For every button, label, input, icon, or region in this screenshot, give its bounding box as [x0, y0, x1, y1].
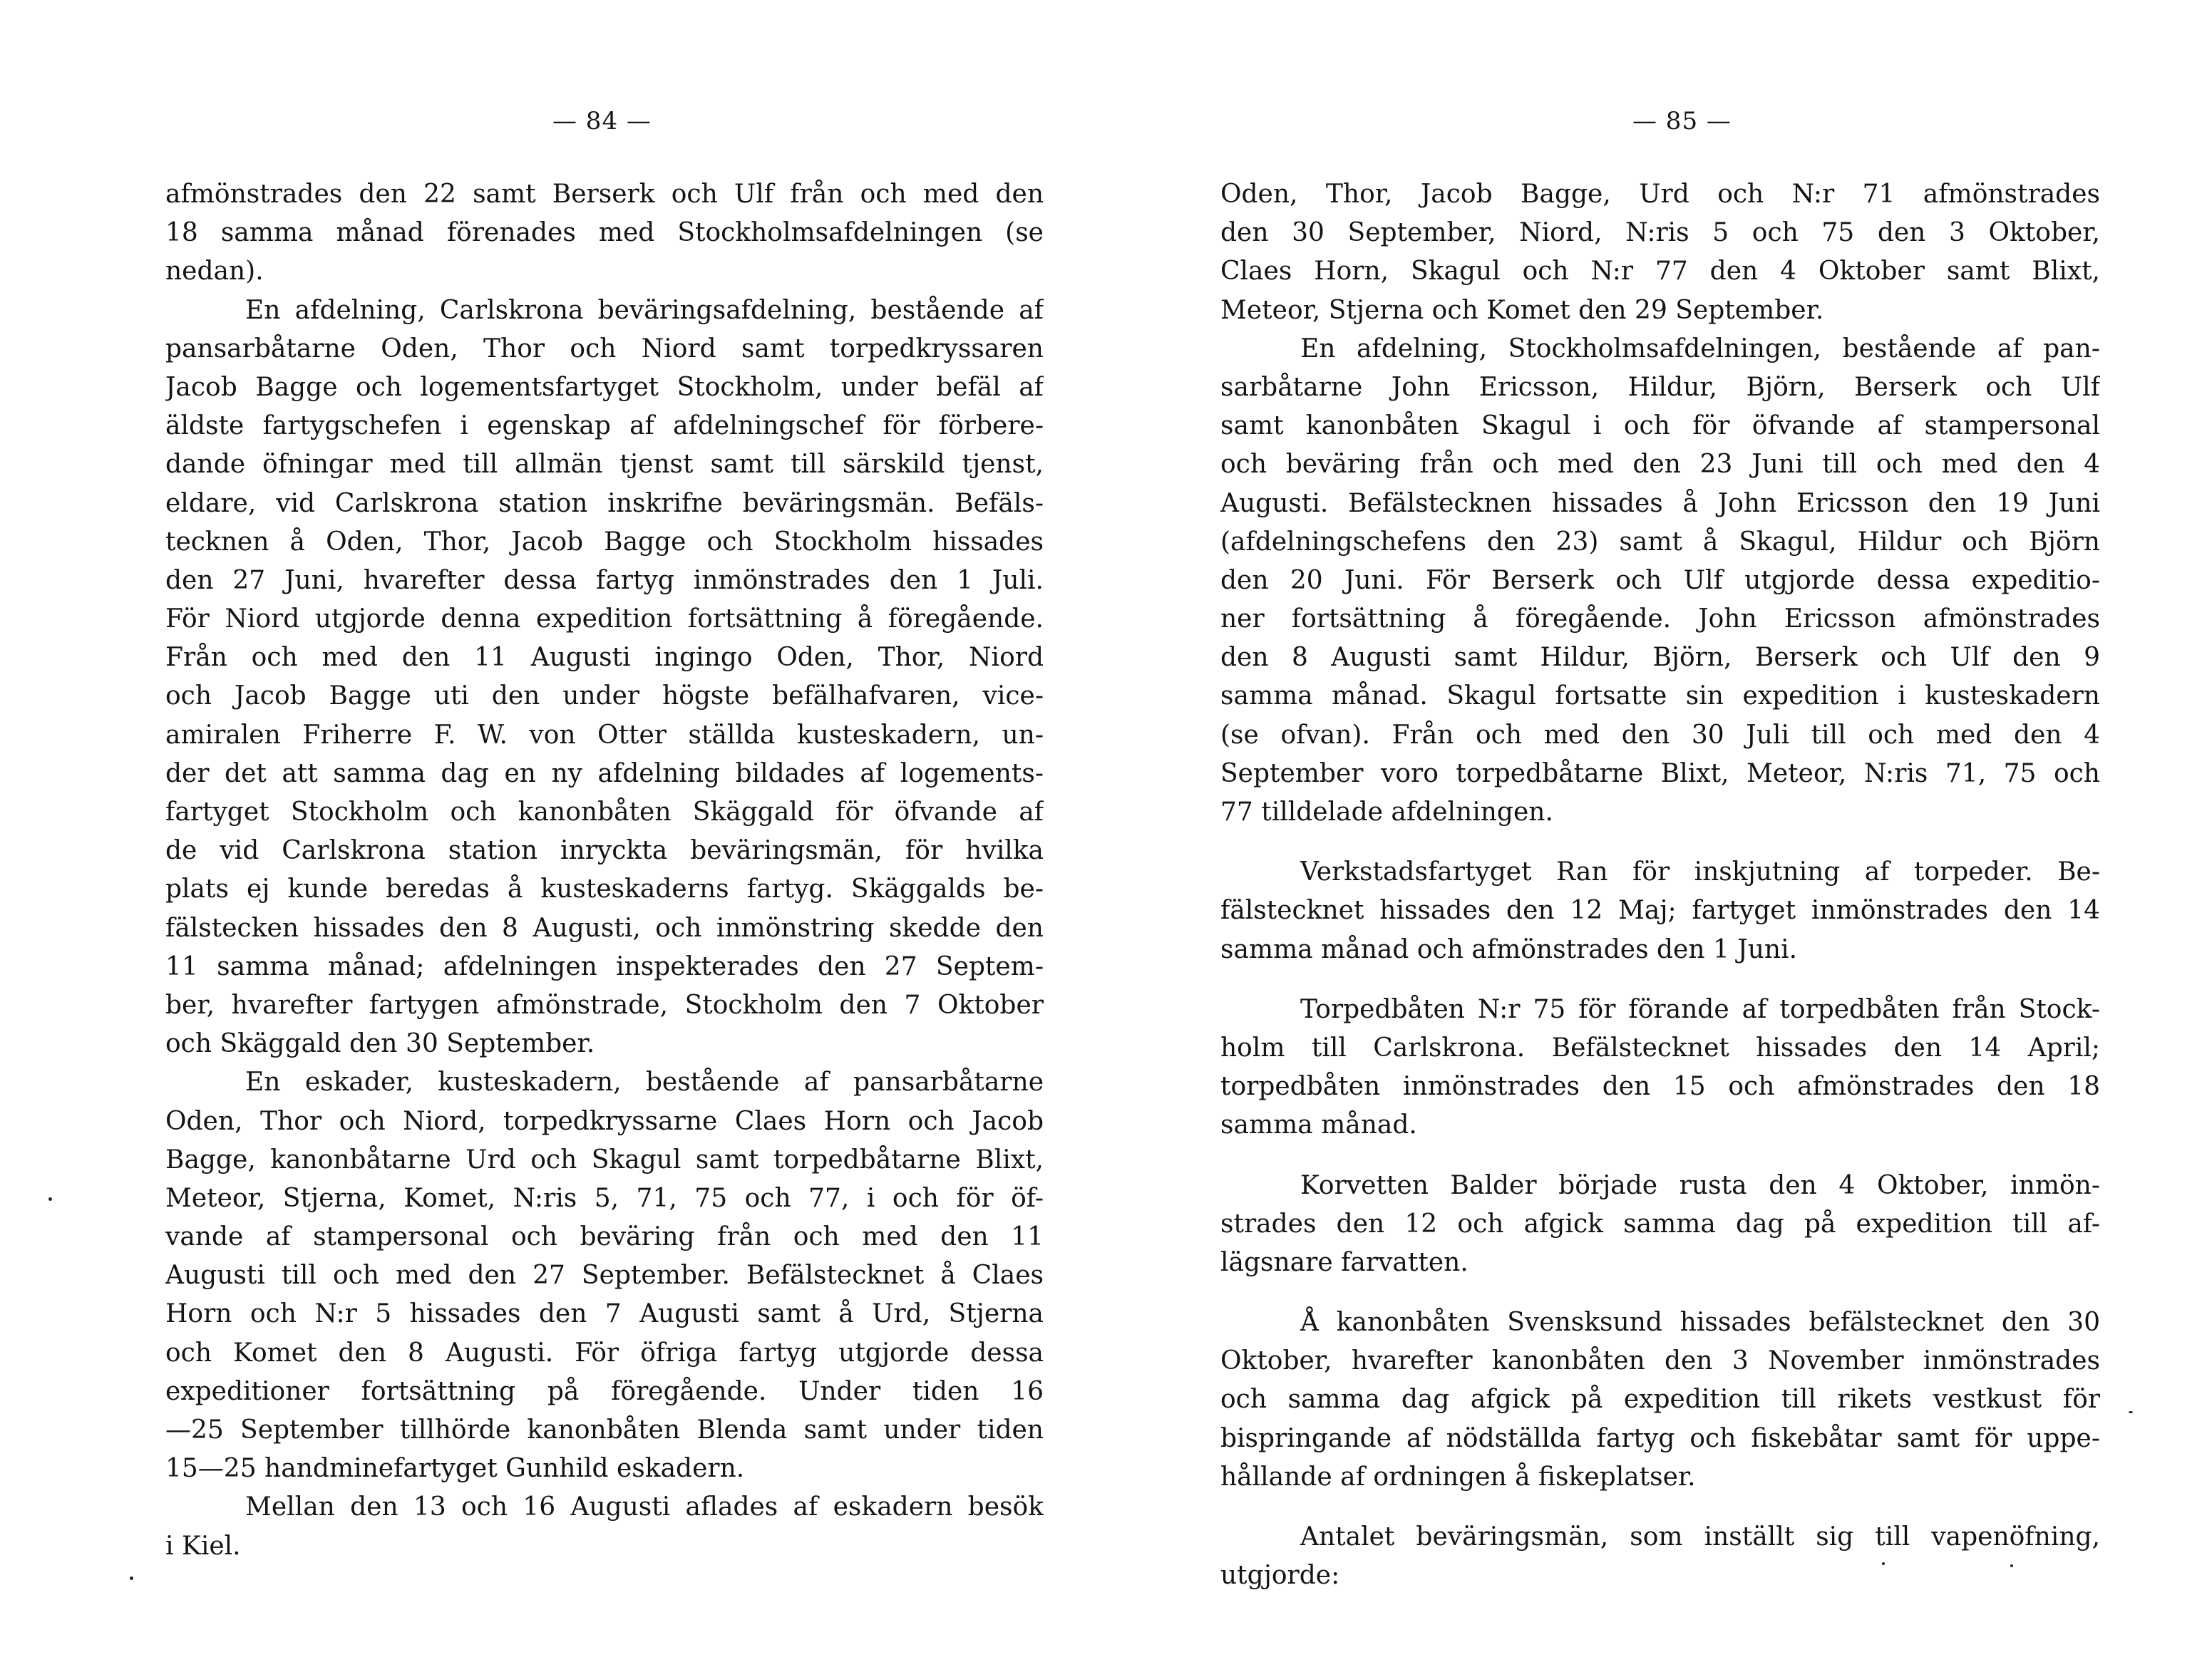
text-line: och samma dag afgick på expedition till rikets vestkust för [1220, 1385, 2100, 1415]
text-line: Å kanonbåten Svensksund hissades befälstecknet den 30 [1300, 1308, 2100, 1338]
text-line: nedan). [165, 257, 264, 287]
text-line: 15—25 handminefartyget Gunhild eskadern. [165, 1454, 745, 1484]
text-line: fälstecken hissades den 8 Augusti, och inmönstring skedde den [165, 913, 1044, 943]
text-line: Verkstadsfartyget Ran för inskjutning af torpeder. Be- [1300, 857, 2100, 887]
left-page [0, 0, 1105, 1657]
text-line: (afdelningschefens den 23) samt å Skagul, Hildur och Björn [1220, 527, 2100, 557]
text-line: tecknen å Oden, Thor, Jacob Bagge och Stockholm hissades [165, 527, 1044, 557]
text-line: 18 samma månad förenades med Stockholmsafdelningen (se [165, 218, 1044, 248]
text-line: strades den 12 och afgick samma dag på expedition till af- [1220, 1209, 2100, 1239]
text-line: och Skäggald den 30 September. [165, 1029, 595, 1059]
text-line: Torpedbåten N:r 75 för förande af torpedbåten från Stock- [1300, 994, 2100, 1024]
text-line: Från och med den 11 Augusti ingingo Oden, Thor, Niord [165, 643, 1044, 673]
body-text [165, 175, 1044, 1566]
text-line: 11 samma månad; afdelningen inspekterades den 27 Septem- [165, 951, 1044, 981]
text-line: sarbåtarne John Ericsson, Hildur, Björn, Berserk och Ulf [1220, 372, 2100, 402]
text-line: Augusti. Befälstecknen hissades å John Ericsson den 19 Juni [1220, 488, 2100, 518]
text-line: äldste fartygschefen i egenskap af afdelningschef för förbere- [165, 411, 1044, 441]
ink-speck [48, 1197, 52, 1201]
page-number: — 85 — [1632, 107, 1732, 135]
text-line: samt kanonbåten Skagul i och för öfvande af stampersonal [1220, 411, 2100, 441]
text-line: Bagge, kanonbåtarne Urd och Skagul samt torpedbåtarne Blixt, [165, 1145, 1044, 1175]
text-line: —25 September tillhörde kanonbåten Blenda samt under tiden [165, 1415, 1044, 1445]
text-line: hållande af ordningen å fiskeplatser. [1220, 1462, 1696, 1492]
text-line: Horn och N:r 5 hissades den 7 Augusti samt å Urd, Stjerna [165, 1299, 1044, 1329]
ink-speck [2129, 1411, 2133, 1413]
text-line: Meteor, Stjerna och Komet den 29 September. [1220, 295, 1824, 325]
right-page [1105, 0, 2212, 1657]
body-text [1220, 175, 2100, 1595]
text-line: En afdelning, Carlskrona beväringsafdelning, bestående af [245, 295, 1044, 325]
text-line: ner fortsättning å föregående. John Ericsson afmönstrades [1220, 604, 2100, 634]
text-line: samma månad. Skagul fortsatte sin expedition i kusteskadern [1220, 681, 2100, 711]
text-line: (se ofvan). Från och med den 30 Juli till och med den 4 [1220, 720, 2100, 750]
text-line: och beväring från och med den 23 Juni till och med den 4 [1220, 450, 2100, 480]
text-line: bispringande af nödställda fartyg och fiskebåtar samt för uppe- [1220, 1423, 2100, 1453]
text-line: de vid Carlskrona station inryckta beväringsmän, för hvilka [165, 836, 1044, 866]
text-line: och Jacob Bagge uti den under högste befälhafvaren, vice- [165, 681, 1044, 711]
text-line: Mellan den 13 och 16 Augusti aflades af eskadern besök [245, 1492, 1044, 1522]
text-line: den 30 September, Niord, N:ris 5 och 75 den 3 Oktober, [1220, 218, 2100, 248]
page-number: — 84 — [552, 107, 652, 135]
text-line: Jacob Bagge och logementsfartyget Stockholm, under befäl af [165, 372, 1044, 402]
text-line: eldare, vid Carlskrona station inskrifne beväringsmän. Befäls- [165, 488, 1044, 518]
text-line: Meteor, Stjerna, Komet, N:ris 5, 71, 75 och 77, i och för öf- [165, 1183, 1044, 1213]
text-line: Augusti till och med den 27 September. Befälstecknet å Claes [165, 1261, 1044, 1291]
text-line: samma månad och afmönstrades den 1 Juni. [1220, 934, 1798, 964]
text-line: den 8 Augusti samt Hildur, Björn, Berserk och Ulf den 9 [1220, 643, 2100, 673]
text-line: Oden, Thor och Niord, torpedkryssarne Claes Horn och Jacob [165, 1106, 1044, 1136]
text-line: i Kiel. [165, 1531, 241, 1561]
text-line: Oden, Thor, Jacob Bagge, Urd och N:r 71 afmönstrades [1220, 180, 2100, 209]
text-line: För Niord utgjorde denna expedition fortsättning å föregående. [165, 604, 1044, 634]
text-line: pansarbåtarne Oden, Thor och Niord samt torpedkryssaren [165, 334, 1044, 363]
text-line: der det att samma dag en ny afdelning bildades af logements- [165, 758, 1044, 788]
text-line: 77 tilldelade afdelningen. [1220, 797, 1553, 827]
text-line: plats ej kunde beredas å kusteskaderns fartyg. Skäggalds be- [165, 874, 1044, 904]
text-line: vande af stampersonal och beväring från och med den 11 [165, 1222, 1044, 1252]
text-line: Oktober, hvarefter kanonbåten den 3 November inmönstrades [1220, 1346, 2100, 1376]
text-line: fartyget Stockholm och kanonbåten Skäggald för öfvande af [165, 797, 1044, 827]
text-line: den 27 Juni, hvarefter dessa fartyg inmönstrades den 1 Juli. [165, 565, 1044, 595]
text-line: Korvetten Balder började rusta den 4 Oktober, inmön- [1300, 1170, 2100, 1200]
text-line: torpedbåten inmönstrades den 15 och afmönstrades den 18 [1220, 1072, 2100, 1102]
text-line: dande öfningar med till allmän tjenst samt till särskild tjenst, [165, 450, 1044, 480]
text-line: den 20 Juni. För Berserk och Ulf utgjorde dessa expeditio- [1220, 565, 2100, 595]
text-line: En afdelning, Stockholmsafdelningen, bestående af pan- [1300, 334, 2100, 363]
ink-speck [2010, 1564, 2013, 1567]
text-line: amiralen Friherre F. W. von Otter ställda kusteskadern, un- [165, 720, 1044, 750]
text-line: September voro torpedbåtarne Blixt, Meteor, N:ris 71, 75 och [1220, 758, 2100, 788]
text-line: Claes Horn, Skagul och N:r 77 den 4 Oktober samt Blixt, [1220, 257, 2100, 287]
text-line: fälstecknet hissades den 12 Maj; fartyget inmönstrades den 14 [1220, 896, 2100, 926]
text-line: holm till Carlskrona. Befälstecknet hissades den 14 April; [1220, 1033, 2100, 1063]
text-line: En eskader, kusteskadern, bestående af pansarbåtarne [245, 1068, 1044, 1098]
text-line: utgjorde: [1220, 1561, 1340, 1591]
ink-speck [1882, 1562, 1885, 1565]
text-line: afmönstrades den 22 samt Berserk och Ulf från och med den [165, 180, 1044, 209]
text-line: Antalet beväringsmän, som inställt sig till vapenöfning, [1300, 1522, 2100, 1552]
text-line: samma månad. [1220, 1110, 1417, 1140]
text-line: och Komet den 8 Augusti. För öfriga fartyg utgjorde dessa [165, 1338, 1044, 1368]
text-line: ber, hvarefter fartygen afmönstrade, Stockholm den 7 Oktober [165, 990, 1044, 1020]
ink-speck [130, 1576, 133, 1580]
text-line: expeditioner fortsättning på föregående. Under tiden 16 [165, 1376, 1044, 1406]
text-line: lägsnare farvatten. [1220, 1247, 1468, 1277]
